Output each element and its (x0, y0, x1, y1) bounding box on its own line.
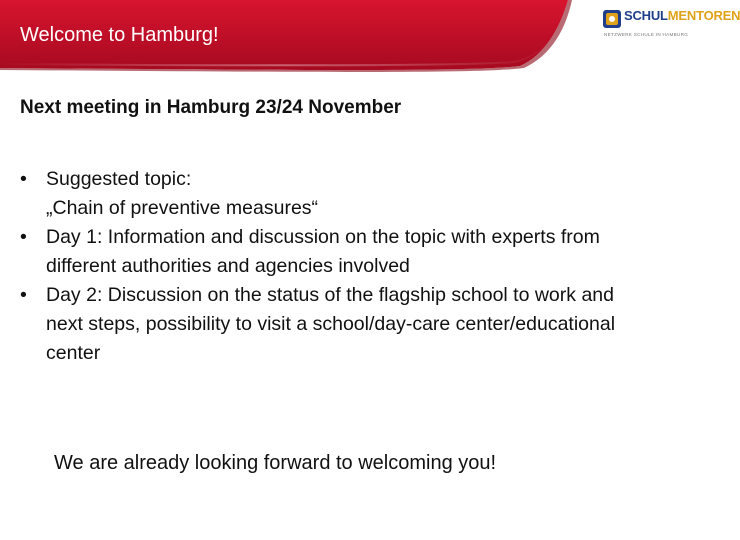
bullet-dot-icon: • (20, 226, 27, 248)
logo-emblem-icon (602, 8, 622, 30)
title-banner (0, 0, 740, 75)
slide-title: Welcome to Hamburg! (20, 24, 219, 46)
bullet-item (20, 281, 640, 368)
bullet-dot-icon: • (20, 168, 27, 190)
bullet-text: Suggested topic: „Chain of preventive measures“ (46, 168, 319, 219)
bullet-item (20, 165, 640, 223)
bullet-dot-icon: • (20, 284, 27, 306)
meeting-heading: Next meeting in Hamburg 23/24 November (20, 97, 402, 118)
logo-tagline: NETZWERK SCHULE IN HAMBURG (604, 32, 689, 37)
logo-wordmark (624, 8, 740, 23)
logo-wordmark-part2: MENTOREN (667, 8, 740, 23)
schulmentoren-logo (602, 8, 740, 38)
bullet-text: Day 2: Discussion on the status of the flagship school to work and next steps, possibility to visit a school/day-care center/educational center (46, 284, 616, 364)
logo-wordmark-part1: SCHUL (624, 8, 668, 23)
bullet-item (20, 223, 640, 281)
closing-message: We are already looking forward to welcoming you! (54, 452, 497, 474)
bullet-text: Day 1: Information and discussion on the topic with experts from different authorities and agencies involved (46, 226, 600, 277)
topic-bullet-list (20, 165, 640, 368)
